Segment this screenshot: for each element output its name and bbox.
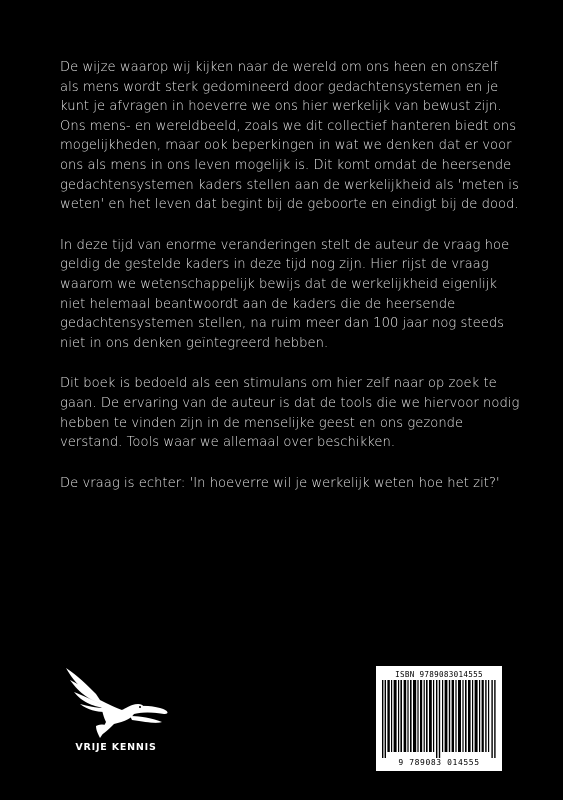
publisher-name: VRIJE KENNIS [75, 742, 157, 753]
back-cover-blurb [60, 58, 520, 514]
isbn-label: ISBN 9789083014555 [395, 670, 483, 679]
barcode-bars [382, 680, 496, 758]
blurb-paragraph: De wijze waarop wij kijken naar de wereld om ons heen en onszelf als mens wordt sterk gedomineerd door gedachtensystemen en je kunt je afvragen in hoeverre we ons hier werkelijk van bewust zijn. Ons mens- en wereldbeeld, zoals we dit collectief hanteren biedt ons mogelijkheden, maar ook beperkingen in wat we denken dat er voor ons als mens in ons leven mogelijk is. Dit komt omdat de heersende gedachtensystemen kaders stellen aan de werkelijkheid als 'meten is weten' en het leven dat begint bij de geboorte en eindigt bij de dood. [60, 60, 519, 213]
publisher-logo [56, 664, 176, 764]
blurb-paragraph: In deze tijd van enorme veranderingen stelt de auteur de vraag hoe geldig de gestelde kaders in deze tijd nog zijn. Hier rijst de vraag waarom we wetenschappelijk bewijs dat de werkelijkheid eigenlijk niet helemaal beantwoordt aan de kaders die de heersende gedachtensystemen stellen, na ruim meer dan 100 jaar nog steeds niet in ons denken geïntegreerd hebben. [60, 237, 510, 351]
ean-digits: 9 789083 014555 [398, 758, 480, 767]
isbn-barcode [376, 666, 502, 771]
blurb-paragraph: Dit boek is bedoeld als een stimulans om hier zelf naar op zoek te gaan. De ervaring van de auteur is dat de tools die we hiervoor nodig hebben te vinden zijn in de menselijke geest en ons gezonde verstand. Tools waar we allemaal over beschikken. [60, 376, 520, 451]
blurb-paragraph: De vraag is echter: 'In hoeverre wil je werkelijk weten hoe het zit?' [60, 475, 500, 491]
eagle-icon [60, 664, 172, 740]
